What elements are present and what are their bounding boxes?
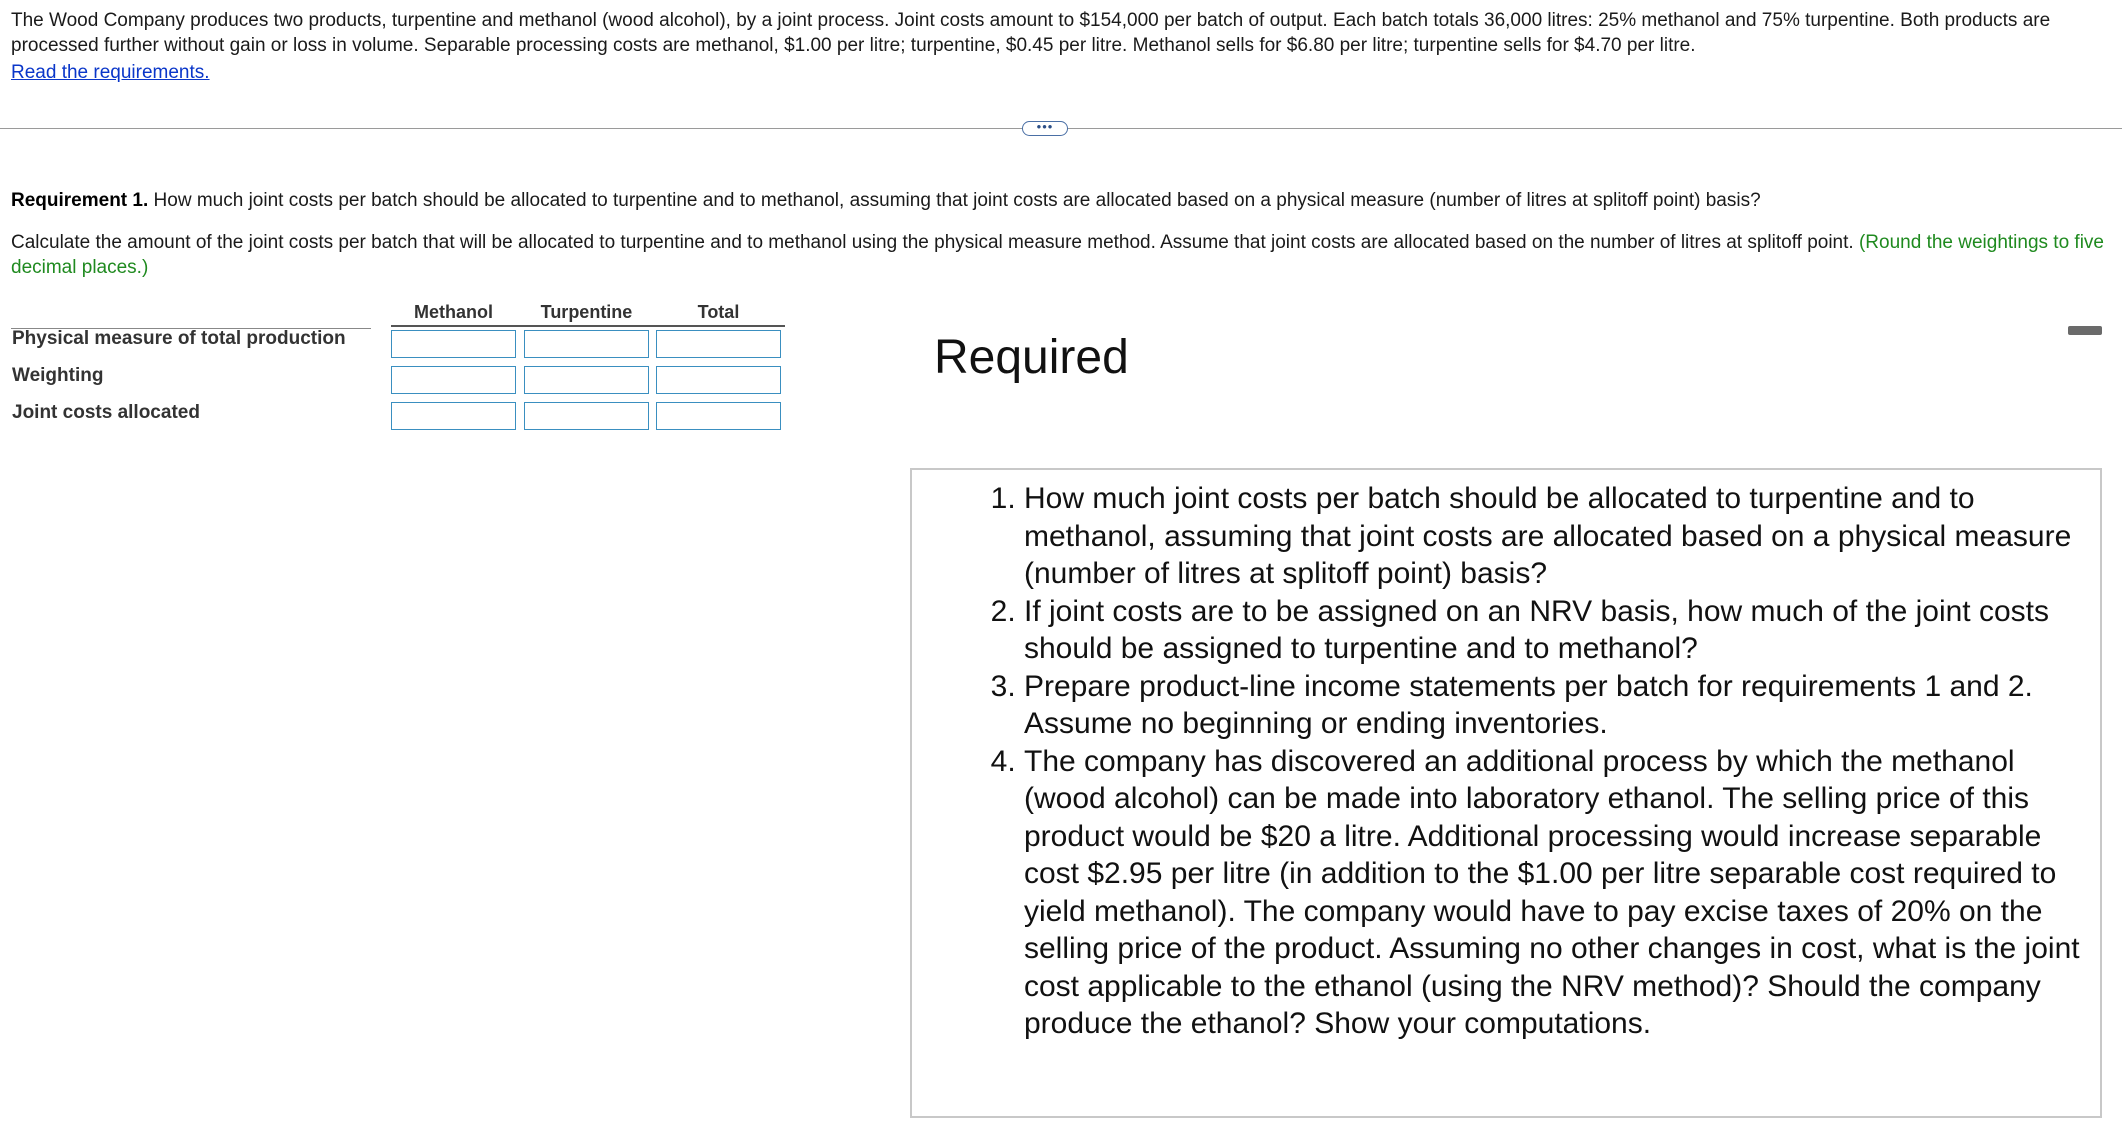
column-header-total: Total [697,302,740,322]
turpentine-weighting-input[interactable] [524,366,649,394]
row-label-physical-measure: Physical measure of total production [12,328,346,349]
requirement-item-2: 2. If joint costs are to be assigned on an NRV basis, how much of the joint costs should be assigned to turpentine and to methanol? [1024,593,2088,668]
requirement-item-4: 4. The company has discovered an additional process by which the methanol (wood alcohol) can be made into laboratory ethanol. The selling price of this product would be $20 a litre. Additional processing would increase separable cost $2.95 per litre (in addition to the $1.00 per litre separable cost required to yield methanol). The company would have to pay excise taxes of 20% on the selling price of the product. Assuming no other changes in cost, what is the joint cost applicable to the ethanol (using the NRV method)? Should the company produce the ethanol? Show your computations. [1024,743,2088,1043]
instruction-text: Calculate the amount of the joint costs per batch that will be allocated to turpentine and to methanol using the physical measure method. Assume that joint costs are allocated based on the number of litres at splitoff point. [11,232,1854,253]
requirement-1-heading [11,190,1761,212]
problem-statement: The Wood Company produces two products, turpentine and methanol (wood alcohol), by a joint process. Joint costs amount to $154,000 per batch of output. Each batch totals 36,000 litres: 25% methanol and 75% turpentine. Both products are processed further without gain or loss in volume. Separable processing costs are methanol, $1.00 per litre; turpentine, $0.45 per litre. Methanol sells for $6.80 per litre; turpentine sells for $4.70 per litre. [11,10,2051,56]
turpentine-joint-cost-input[interactable] [524,402,649,430]
read-requirements-link[interactable]: Read the requirements. [11,62,210,83]
methanol-joint-cost-input[interactable] [391,402,516,430]
expand-collapse-button[interactable]: ••• [1022,121,1068,136]
requirements-list-box [910,468,2102,1118]
requirement-1-label: Requirement 1. [11,190,149,211]
requirement-item-1: 1. How much joint costs per batch should be allocated to turpentine and to methanol, assuming that joint costs are allocated based on a physical measure (number of litres at splitoff point) basis? [1024,480,2088,593]
requirement-1-instructions [11,230,2116,280]
column-header-methanol: Methanol [414,302,493,322]
requirement-item-3: 3. Prepare product-line income statements per batch for requirements 1 and 2. Assume no beginning or ending inventories. [1024,668,2088,743]
methanol-weighting-input[interactable] [391,366,516,394]
requirement-1-question: How much joint costs per batch should be allocated to turpentine and to methanol, assuming that joint costs are allocated based on a physical measure (number of litres at splitoff point) basis? [153,190,1761,211]
turpentine-physical-input[interactable] [524,330,649,358]
methanol-physical-input[interactable] [391,330,516,358]
header-rule [391,325,785,327]
row-label-joint-costs: Joint costs allocated [12,402,200,423]
total-joint-cost-input[interactable] [656,402,781,430]
minimize-icon[interactable] [2068,326,2102,335]
row-label-weighting: Weighting [12,365,104,386]
total-weighting-input[interactable] [656,366,781,394]
required-panel-title: Required [934,331,1129,384]
total-physical-input[interactable] [656,330,781,358]
requirements-list [988,480,2088,1043]
rounding-hint: (Round the weightings to five decimal places.) [11,232,2105,278]
column-header-turpentine: Turpentine [540,302,633,322]
